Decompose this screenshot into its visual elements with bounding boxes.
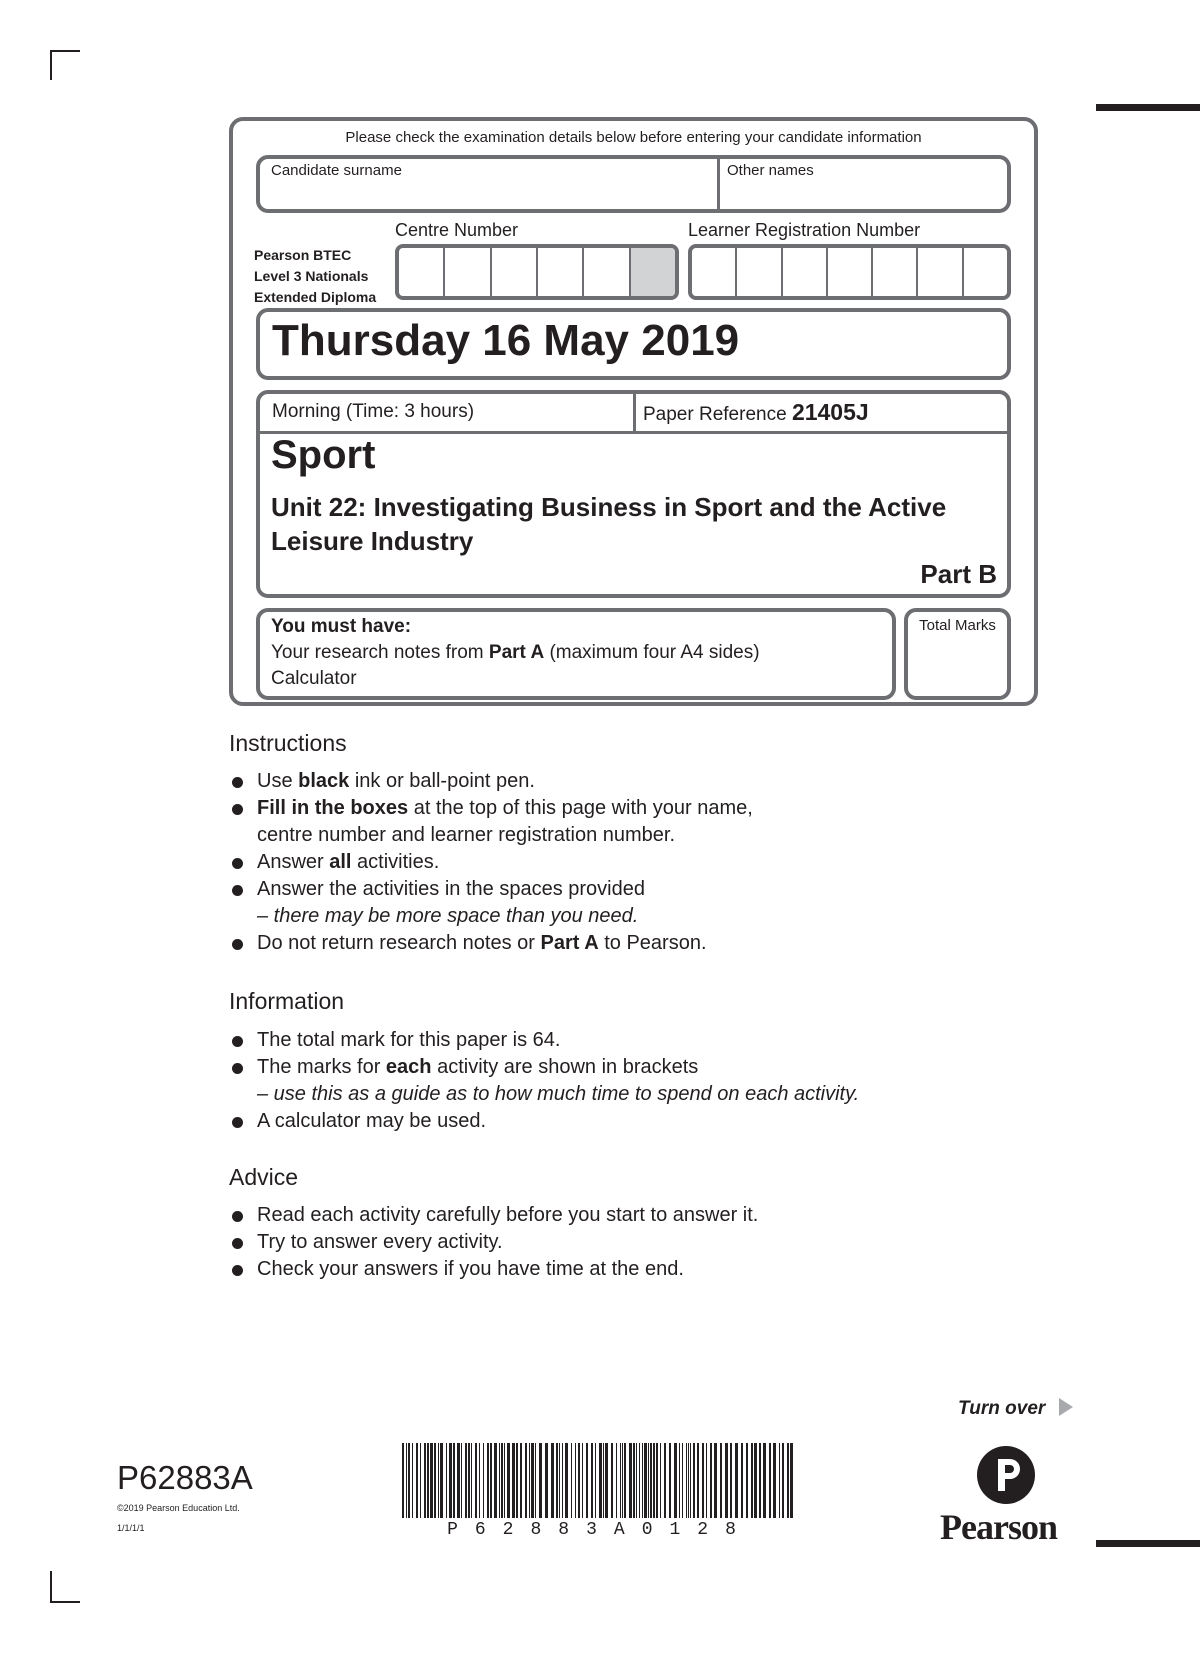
barcode-bar bbox=[438, 1443, 439, 1518]
barcode-bar bbox=[479, 1443, 480, 1518]
barcode-bar bbox=[693, 1443, 695, 1518]
barcode-bar bbox=[616, 1443, 617, 1518]
barcode-bar bbox=[424, 1443, 426, 1518]
check-note: Please check the examination details below before entering your candidate information bbox=[345, 129, 922, 146]
barcode-bar bbox=[605, 1443, 608, 1518]
instructions-list bbox=[229, 768, 1029, 957]
barcode-bar bbox=[787, 1443, 789, 1518]
information-list bbox=[229, 1027, 1079, 1135]
edge-marker-bottom bbox=[1096, 1540, 1200, 1547]
centre-number-label: Centre Number bbox=[395, 220, 519, 240]
centre-number-boxes[interactable] bbox=[395, 244, 679, 300]
barcode-text: P62883A0128 bbox=[447, 1520, 753, 1540]
barcode-bar bbox=[779, 1443, 780, 1518]
barcode-bar bbox=[430, 1443, 433, 1518]
barcode-bar bbox=[754, 1443, 757, 1518]
barcode-bar bbox=[571, 1443, 572, 1518]
barcode-bar bbox=[551, 1443, 554, 1518]
barcode-bar bbox=[556, 1443, 558, 1518]
play-arrow-icon bbox=[1059, 1398, 1073, 1416]
publisher-name: Pearson bbox=[940, 1507, 1057, 1547]
barcode-bar bbox=[408, 1443, 410, 1518]
barcode-bar bbox=[759, 1443, 761, 1518]
barcode-bar bbox=[735, 1443, 738, 1518]
barcode-bar bbox=[446, 1443, 447, 1518]
barcode-bar bbox=[575, 1443, 576, 1518]
barcode-bar bbox=[449, 1443, 452, 1518]
advice-list bbox=[229, 1202, 1029, 1283]
candidate-surname-label: Candidate surname bbox=[271, 162, 402, 179]
barcode-bar bbox=[656, 1443, 658, 1518]
pearson-logo-icon bbox=[977, 1446, 1035, 1504]
candidate-surname-field[interactable] bbox=[263, 182, 708, 206]
edge-marker-top bbox=[1096, 104, 1200, 111]
list-item: A calculator may be used. bbox=[229, 1108, 1079, 1135]
print-code: 1/1/1/1 bbox=[117, 1523, 145, 1533]
barcode-bar bbox=[664, 1443, 666, 1518]
list-item: Try to answer every activity. bbox=[229, 1229, 1029, 1256]
barcode-bar bbox=[622, 1443, 623, 1518]
barcode-bar bbox=[710, 1443, 712, 1518]
barcode-bar bbox=[475, 1443, 477, 1518]
barcode-bar bbox=[483, 1443, 484, 1518]
learner-registration-boxes[interactable] bbox=[688, 244, 1011, 300]
information-heading: Information bbox=[229, 988, 345, 1014]
barcode-bar bbox=[633, 1443, 635, 1518]
list-item: The marks for each activity are shown in brackets – use this as a guide as to how much time to spend on each activity. bbox=[229, 1054, 1079, 1108]
barcode-bar bbox=[420, 1443, 421, 1518]
barcode-bar bbox=[650, 1443, 652, 1518]
barcode-bar bbox=[535, 1443, 536, 1518]
part-label: Part B bbox=[920, 559, 997, 589]
total-marks-label: Total Marks bbox=[919, 617, 996, 634]
barcode-bar bbox=[702, 1443, 704, 1518]
barcode-bar bbox=[725, 1443, 728, 1518]
exam-date: Thursday 16 May 2019 bbox=[272, 316, 740, 365]
list-item: Use black ink or ball-point pen. bbox=[229, 768, 1029, 795]
must-have: You must have: Your research notes from Part A (maximum four A4 sides) Calculator bbox=[271, 616, 760, 689]
barcode-bar bbox=[629, 1443, 632, 1518]
list-item: Answer all activities. bbox=[229, 849, 1029, 876]
barcode-bar bbox=[773, 1443, 776, 1518]
barcode-bar bbox=[440, 1443, 443, 1518]
copyright: ©2019 Pearson Education Ltd. bbox=[117, 1503, 240, 1513]
barcode-bar bbox=[402, 1443, 404, 1518]
barcode-bar bbox=[516, 1443, 518, 1518]
list-item: Read each activity carefully before you start to answer it. bbox=[229, 1202, 1029, 1229]
barcode-bar bbox=[525, 1443, 527, 1518]
barcode-bar bbox=[490, 1443, 492, 1518]
barcode-bar bbox=[620, 1443, 621, 1518]
barcode-bar bbox=[427, 1443, 429, 1518]
barcode-bar bbox=[688, 1443, 689, 1518]
barcode-bar bbox=[769, 1443, 771, 1518]
crop-mark-top bbox=[50, 50, 52, 80]
barcode-bar bbox=[636, 1443, 637, 1518]
barcode-bar bbox=[686, 1443, 687, 1518]
barcode-bar bbox=[714, 1443, 717, 1518]
barcode-bar bbox=[499, 1443, 500, 1518]
barcode-bar bbox=[494, 1443, 497, 1518]
barcode-bar bbox=[790, 1443, 793, 1518]
barcode-bar bbox=[697, 1443, 699, 1518]
barcode-bar bbox=[746, 1443, 748, 1518]
instructions-heading: Instructions bbox=[229, 730, 347, 756]
barcode-bar bbox=[545, 1443, 548, 1518]
barcode-bar bbox=[578, 1443, 580, 1518]
barcode-bar bbox=[468, 1443, 470, 1518]
barcode-bar bbox=[412, 1443, 413, 1518]
barcode-bar bbox=[682, 1443, 683, 1518]
barcode-bar bbox=[653, 1443, 655, 1518]
turn-over[interactable]: Turn over bbox=[958, 1398, 1073, 1420]
barcode-bar bbox=[461, 1443, 462, 1518]
barcode-bar bbox=[648, 1443, 649, 1518]
list-item: Check your answers if you have time at the end. bbox=[229, 1256, 1029, 1283]
barcode-bar bbox=[565, 1443, 568, 1518]
barcode bbox=[402, 1443, 798, 1518]
list-item: Do not return research notes or Part A to Pearson. bbox=[229, 930, 1029, 957]
barcode-bar bbox=[720, 1443, 722, 1518]
barcode-bar bbox=[730, 1443, 732, 1518]
barcode-bar bbox=[434, 1443, 436, 1518]
barcode-bar bbox=[406, 1443, 407, 1518]
list-item: The total mark for this paper is 64. bbox=[229, 1027, 1079, 1054]
subject-title: Sport bbox=[271, 433, 376, 477]
barcode-bar bbox=[679, 1443, 680, 1518]
barcode-bar bbox=[512, 1443, 515, 1518]
barcode-bar bbox=[465, 1443, 467, 1518]
barcode-bar bbox=[504, 1443, 505, 1518]
crop-mark-top bbox=[50, 50, 80, 52]
barcode-bar bbox=[669, 1443, 671, 1518]
barcode-bar bbox=[639, 1443, 640, 1518]
barcode-bar bbox=[763, 1443, 766, 1518]
barcode-bar bbox=[706, 1443, 707, 1518]
barcode-bar bbox=[559, 1443, 560, 1518]
advice-heading: Advice bbox=[229, 1164, 299, 1190]
barcode-bar bbox=[471, 1443, 472, 1518]
barcode-bar bbox=[507, 1443, 510, 1518]
barcode-bar bbox=[751, 1443, 753, 1518]
barcode-bar bbox=[690, 1443, 691, 1518]
barcode-bar bbox=[603, 1443, 604, 1518]
barcode-bar bbox=[741, 1443, 743, 1518]
other-names-label: Other names bbox=[727, 162, 814, 179]
barcode-bar bbox=[457, 1443, 460, 1518]
other-names-field[interactable] bbox=[720, 182, 1005, 206]
barcode-bar bbox=[644, 1443, 647, 1518]
qualification: Pearson BTEC Level 3 Nationals Extended Diploma bbox=[254, 247, 377, 305]
barcode-bar bbox=[562, 1443, 563, 1518]
barcode-bar bbox=[660, 1443, 661, 1518]
barcode-bar bbox=[591, 1443, 593, 1518]
barcode-bar bbox=[674, 1443, 677, 1518]
list-item: Fill in the boxes at the top of this page with your name, centre number and learner registration number. bbox=[229, 795, 1029, 849]
learner-registration-label: Learner Registration Number bbox=[688, 220, 921, 240]
barcode-bar bbox=[416, 1443, 418, 1518]
barcode-bar bbox=[642, 1443, 643, 1518]
barcode-bar bbox=[453, 1443, 455, 1518]
barcode-bar bbox=[599, 1443, 602, 1518]
exam-session: Morning (Time: 3 hours) bbox=[272, 401, 475, 422]
paper-reference: Paper Reference 21405J bbox=[643, 399, 869, 425]
unit-title: Unit 22: Investigating Business in Sport and the Active Leisure Industry bbox=[271, 492, 947, 556]
crop-mark-bottom bbox=[50, 1571, 52, 1601]
paper-code: P62883A bbox=[117, 1459, 253, 1496]
barcode-bar bbox=[782, 1443, 784, 1518]
barcode-bar bbox=[487, 1443, 489, 1518]
barcode-bar bbox=[586, 1443, 588, 1518]
barcode-bar bbox=[595, 1443, 596, 1518]
barcode-bar bbox=[531, 1443, 534, 1518]
barcode-bar bbox=[539, 1443, 542, 1518]
barcode-bar bbox=[611, 1443, 613, 1518]
list-item: Answer the activities in the spaces provided – there may be more space than you need. bbox=[229, 876, 1029, 930]
barcode-bar bbox=[529, 1443, 530, 1518]
barcode-bar bbox=[501, 1443, 503, 1518]
barcode-bar bbox=[520, 1443, 522, 1518]
barcode-bar bbox=[582, 1443, 583, 1518]
crop-mark-bottom bbox=[50, 1601, 80, 1603]
barcode-bar bbox=[624, 1443, 626, 1518]
